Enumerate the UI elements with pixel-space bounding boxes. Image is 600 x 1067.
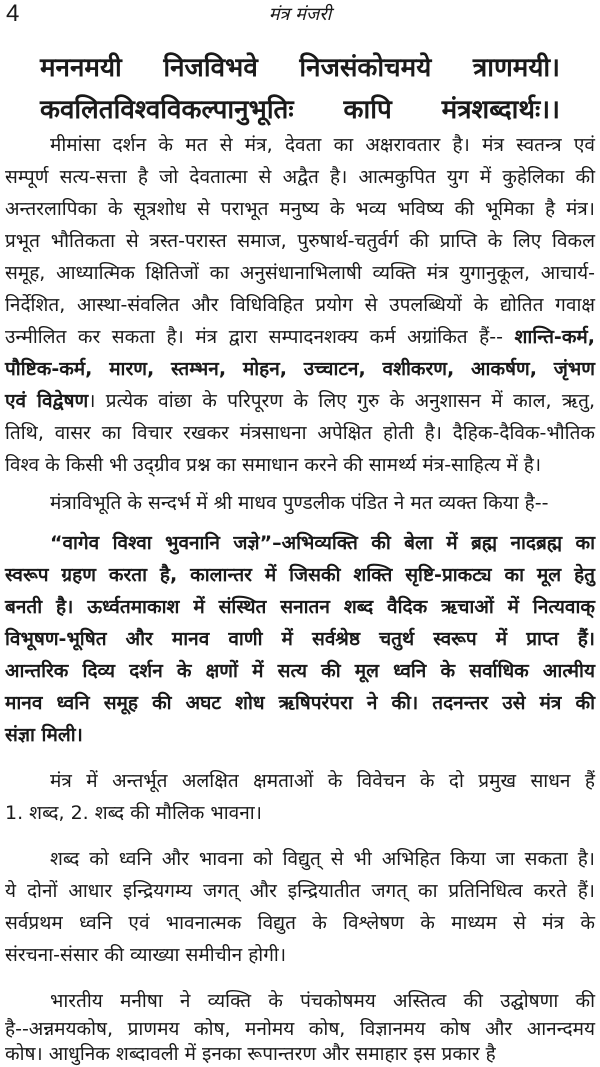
text: अन्तरलापिका के सूत्रशोध से पराभूत मनुष्य के भव्य भविष्य की भूमिका है मंत्र। — [5, 198, 595, 220]
paragraph-1-line — [5, 260, 595, 286]
text: भारतीय मनीषा ने व्यक्ति के पंचकोषमय अस्तित्व की उद्घोषणा की — [50, 990, 595, 1012]
text: कोष। आधुनिक शब्दावली में इनका रूपान्तरण और समाहार इस प्रकार है — [5, 1043, 496, 1065]
paragraph-1-line — [5, 196, 595, 222]
paragraph-5-line — [5, 878, 595, 904]
paragraph-1-line — [5, 356, 595, 382]
text: स्वरूप ग्रहण करता है, कालान्तर में जिसकी शक्ति सृष्टि-प्राकट्य का मूल हेतु — [5, 564, 595, 586]
paragraph-1-line — [5, 228, 595, 254]
text: संरचना-संसार की व्याख्या समीचीन होगी। — [5, 944, 287, 966]
text: प्रभूत भौतिकता से त्रस्त-परास्त समाज, पुरुषार्थ-चतुर्वर्ग की प्राप्ति के लिए विकल — [5, 230, 595, 252]
page-number: 4 — [6, 0, 20, 27]
paragraph-5-line — [5, 942, 595, 968]
paragraph-3-line — [50, 530, 595, 556]
paragraph-1-line — [5, 292, 595, 318]
running-title: मंत्र मंजरी — [268, 4, 332, 25]
paragraph-3-line — [5, 722, 595, 748]
paragraph-2-line — [50, 490, 595, 516]
bold-text: शान्ति-कर्म, — [514, 326, 595, 348]
paragraph-1-line — [5, 164, 595, 190]
paragraph-3-line — [5, 626, 595, 652]
paragraph-4-line — [50, 768, 595, 794]
paragraph-6-line — [5, 1016, 595, 1042]
text: निर्देशित, आस्था-संवलित और विधिविहित प्रयोग से उपलब्धियों के द्योतित गवाक्ष — [5, 294, 595, 316]
verse-line-2: कवलितविश्वविकल्पानुभूतिः कापि मंत्रशब्दार्थः।। — [40, 95, 560, 125]
text: “वागेव विश्वा भुवनानि जज्ञे”–अभिव्यक्ति की बेला में ब्रह्म नादब्रह्म का — [50, 532, 595, 554]
paragraph-3-line — [5, 562, 595, 588]
text: 1. शब्द, 2. शब्द की मौलिक भावना। — [5, 802, 262, 824]
paragraph-1-line — [50, 132, 595, 158]
text: शब्द को ध्वनि और भावना को विद्युत् से भी अभिहित किया जा सकता है। — [50, 848, 595, 870]
paragraph-5-line — [50, 846, 595, 872]
paragraph-3-line — [5, 690, 595, 716]
paragraph-6-line — [50, 988, 595, 1014]
text: आन्तरिक दिव्य दर्शन के क्षणों में सत्य की मूल ध्वनि के सर्वाधिक आत्मीय — [5, 660, 595, 682]
text: उन्मीलित कर सकता है। मंत्र द्वारा सम्पादनशक्य कर्म अग्रांकित हैं-- — [5, 326, 515, 348]
text: तिथि, वासर का विचार रखकर मंत्रसाधना अपेक्षित होती है। दैहिक-दैविक-भौतिक — [5, 422, 595, 444]
bold-text: पौष्टिक-कर्म, मारण, स्तम्भन, मोहन, उच्चाटन, वशीकरण, आकर्षण, जृंभण — [5, 358, 595, 380]
text: ये दोनों आधार इन्द्रियगम्य जगत् और इन्द्रियातीत जगत् का प्रतिनिधित्व करते हैं। — [5, 880, 595, 902]
paragraph-4-line — [5, 800, 595, 826]
paragraph-1-line — [5, 452, 595, 478]
text: मंत्राविभूति के सन्दर्भ में श्री माधव पुण्डलीक पंडित ने मत व्यक्त किया है-- — [50, 492, 549, 514]
text: सर्वप्रथम ध्वनि एवं भावनात्मक विद्युत के विश्लेषण के माध्यम से मंत्र के — [5, 912, 595, 934]
text: बनती है। ऊर्ध्वतमाकाश में संस्थित सनातन शब्द वैदिक ऋचाओं में नित्यवाक् — [5, 596, 595, 618]
text: मीमांसा दर्शन के मत से मंत्र, देवता का अक्षरावतार है। मंत्र स्वतन्त्र एवं — [50, 134, 595, 156]
text: समूह, आध्यात्मिक क्षितिजों का अनुसंधानाभिलाषी व्यक्ति मंत्र युगानुकूल, आचार्य- — [5, 262, 595, 284]
text: मंत्र में अन्तर्भूत अलक्षित क्षमताओं के विवेचन के दो प्रमुख साधन हैं — [50, 770, 595, 792]
text: । प्रत्येक वांछा के परिपूरण के लिए गुरु के अनुशासन में काल, ऋतु, — [88, 390, 595, 412]
text: सम्पूर्ण सत्य-सत्ता है जो देवतात्मा से अद्वैत है। आत्मकुपित युग में कुहेलिका की — [5, 166, 595, 188]
text: मानव ध्वनि समूह की अघट शोध ऋषिपरंपरा ने की। तदनन्तर उसे मंत्र की — [5, 692, 595, 714]
text: है--अन्नमयकोष, प्राणमय कोष, मनोमय कोष, विज्ञानमय कोष और आनन्दमय — [5, 1018, 595, 1040]
paragraph-5-line — [5, 910, 595, 936]
verse-line-1: मननमयी निजविभवे निजसंकोचमये त्राणमयी। — [40, 53, 560, 83]
text: विश्व के किसी भी उद्ग्रीव प्रश्न का समाधान करने की सामर्थ्य मंत्र-साहित्य में है। — [5, 454, 542, 476]
paragraph-3-line — [5, 594, 595, 620]
text: विभूषण-भूषित और मानव वाणी में सर्वश्रेष्ठ चतुर्थ स्वरूप में प्राप्त हैं। — [5, 628, 595, 650]
bold-text: एवं विद्वेषण — [5, 390, 89, 412]
text: संज्ञा मिली। — [5, 724, 83, 746]
paragraph-1-line — [5, 324, 595, 350]
paragraph-6-line — [5, 1041, 595, 1067]
paragraph-3-line — [5, 658, 595, 684]
paragraph-1-line — [5, 420, 595, 446]
paragraph-1-line — [5, 388, 595, 414]
